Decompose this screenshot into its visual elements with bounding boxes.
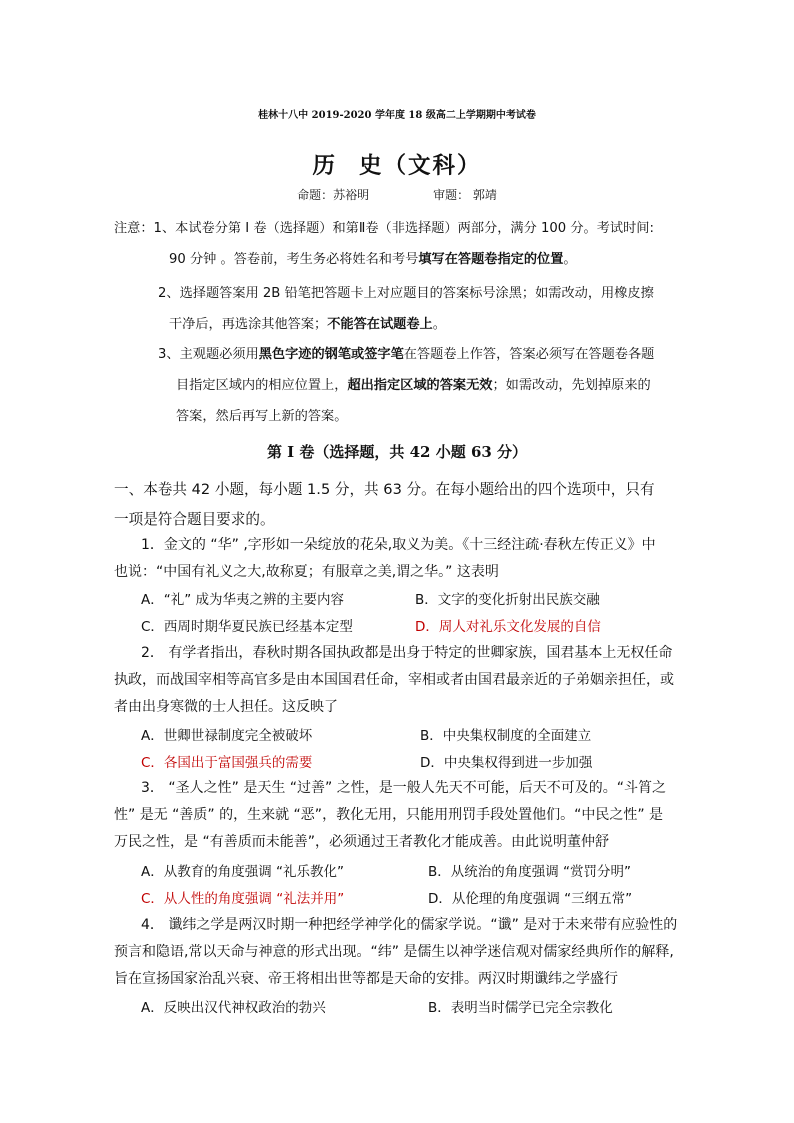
note-emphasis: 超出指定区域的答案无效 [347, 378, 493, 393]
q4-stem-line-1: 4． 谶纬之学是两汉时期一种把经学神学化的儒家学说。“谶” 是对于未来带有应验性的 [141, 917, 678, 933]
part-instructions-line-1: 一、本卷共 42 小题，每小题 1.5 分，共 63 分。在每小题给出的四个选项中，只有 [114, 481, 655, 498]
q3-stem-line-1: 3． “圣人之性” 是天生 “过善” 之性，是一般人先天不可能，后天不可及的。“斗筲之 [141, 780, 666, 796]
q2-option-a: A．世卿世禄制度完全被破坏 [141, 728, 313, 744]
q3-option-a: A．从教育的角度强调 “礼乐教化” [141, 864, 345, 880]
note-line-6: 目指定区域内的相应位置上，超出指定区域的答案无效；如需改动，先划掉原来的 [176, 378, 651, 393]
note-line-4: 干净后，再选涂其他答案；不能答在试题卷上。 [169, 317, 446, 332]
q1-option-c: C．西周时期华夏民族已经基本定型 [141, 619, 353, 635]
note-line-2: 90 分钟 。答卷前，考生务必将姓名和考号填写在答题卷指定的位置。 [169, 252, 577, 267]
q1-option-d-answer: D．周人对礼乐文化发展的自信 [415, 619, 601, 635]
subject-title [0, 148, 794, 180]
q4-stem-line-2: 预言和隐语,常以天命与神意的形式出现。“纬” 是儒生以神学迷信观对儒家经典所作的解释, [114, 944, 674, 960]
part-instructions-line-2: 一项是符合题目要求的。 [114, 511, 275, 528]
q3-stem-line-3: 万民之性，是 “有善质而未能善”，必须通过王者教化才能成善。由此说明董仲舒 [114, 834, 609, 850]
note-line-5: 3、主观题必须用黑色字迹的钢笔或签字笔在答题卷上作答，答案必须写在答题卷各题 [158, 347, 655, 362]
q1-option-b: B．文字的变化折射出民族交融 [415, 592, 600, 608]
q4-option-b: B．表明当时儒学已完全宗教化 [428, 1000, 613, 1016]
q2-option-d: D．中央集权得到进一步加强 [420, 755, 593, 771]
q2-option-c-answer: C．各国出于富国强兵的需要 [141, 755, 313, 771]
q4-stem-line-3: 旨在宣扬国家治乱兴衰、帝王将相出世等都是天命的安排。两汉时期谶纬之学盛行 [114, 971, 618, 987]
q3-option-c-answer: C．从人性的角度强调 “礼法并用” [141, 891, 345, 907]
q1-stem-line-2: 也说：“中国有礼义之大,故称夏；有服章之美,谓之华。” 这表明 [114, 564, 499, 580]
q3-stem-line-2: 性” 是无 “善质” 的，生来就 “恶”，教化无用，只能用刑罚手段处置他们。“中民之性” 是 [114, 807, 664, 823]
note-emphasis: 填写在答题卷指定的位置 [418, 252, 564, 267]
reviewer-label: 审题： 郭靖 [433, 188, 497, 202]
q1-stem-line-1: 1．金文的 “华” ,字形如一朵绽放的花朵,取义为美。《十三经注疏·春秋左传正义》中 [141, 537, 656, 553]
exam-title: 桂林十八中 2019-2020 学年度 18 级高二上学期期中考试卷 [258, 110, 536, 121]
note-line-7: 答案，然后再写上新的答案。 [176, 409, 348, 424]
q4-option-a: A．反映出汉代神权政治的勃兴 [141, 1000, 326, 1016]
section-title: 第 I 卷（选择题，共 42 小题 63 分） [266, 443, 528, 461]
subject-main: 历 [312, 153, 337, 179]
q1-option-a: A．“礼” 成为华夷之辨的主要内容 [141, 592, 345, 608]
q2-stem-line-2: 执政，而战国宰相等高官多是由本国国君任命，宰相或者由国君最亲近的子弟姻亲担任，或 [114, 672, 674, 688]
note-line-1: 注意：1、本试卷分第 I 卷（选择题）和第Ⅱ卷（非选择题）两部分，满分 100 分。考试时间: [114, 221, 654, 236]
q2-stem-line-1: 2． 有学者指出，春秋时期各国执政都是出身于特定的世卿家族，国君基本上无权任命 [141, 645, 673, 661]
q3-option-b: B．从统治的角度强调 “赏罚分明” [428, 864, 632, 880]
q3-option-d: D．从伦理的角度强调 “三纲五常” [428, 891, 633, 907]
note-emphasis: 不能答在试题卷上 [327, 317, 433, 332]
note-line-3: 2、选择题答案用 2B 铅笔把答题卡上对应题目的答案标号涂黑；如需改动，用橡皮擦 [158, 286, 654, 301]
subject-tail: 史（文科） [359, 153, 482, 179]
q2-option-b: B．中央集权制度的全面建立 [420, 728, 592, 744]
note-emphasis: 黑色字迹的钢笔或签字笔 [258, 347, 404, 362]
author-label: 命题：苏裕明 [297, 188, 370, 202]
authors-line [0, 186, 794, 203]
q2-stem-line-3: 者由出身寒微的士人担任。这反映了 [114, 699, 338, 715]
